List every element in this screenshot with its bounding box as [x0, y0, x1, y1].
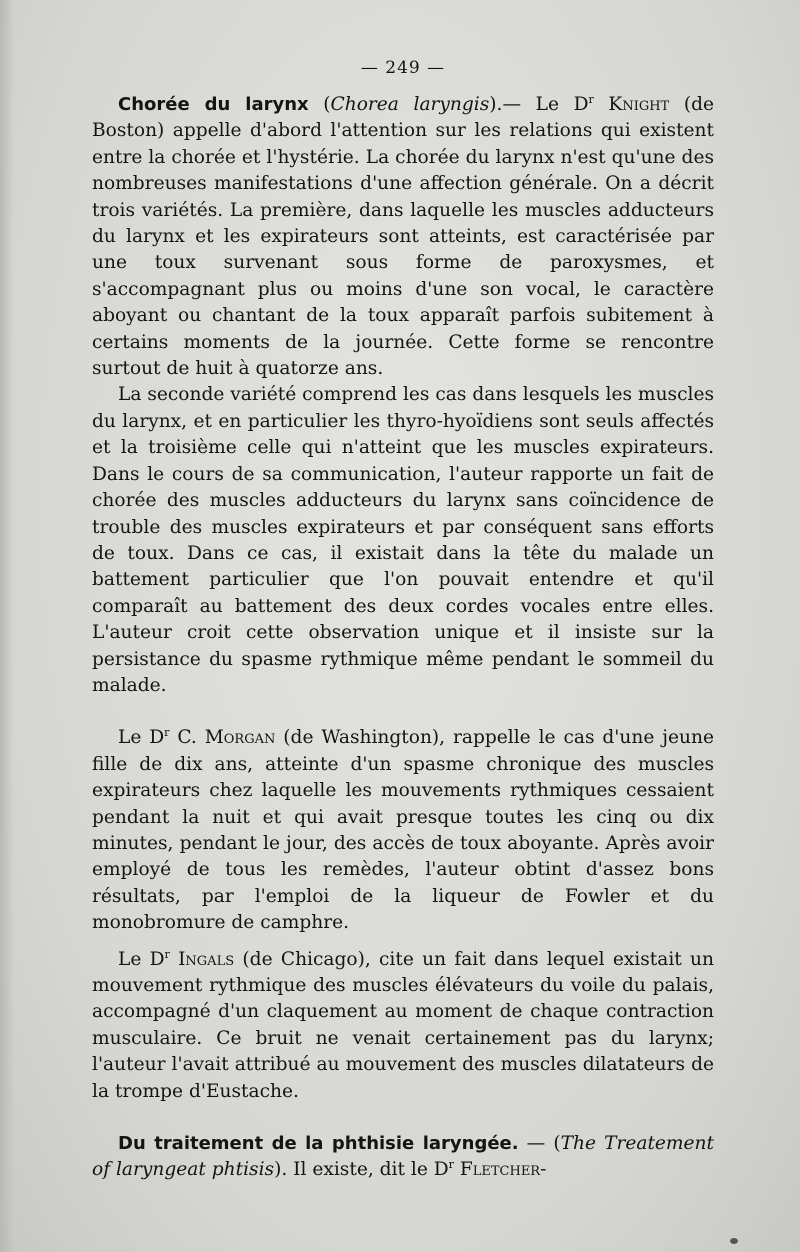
- page-number: — 249 —: [360, 58, 446, 78]
- author-fletcher: Fletcher-: [459, 1159, 547, 1181]
- author-knight: Knight: [608, 94, 670, 115]
- paragraph-phthisie: Du traitement de la phthisie laryngée. — (The Treatement of laryngeat phtisis). Il existe, dit le $D^r$ Fletcher-: [92, 1133, 715, 1181]
- paragraph-morgan: Le $D^r$ C. Morgan (de Washington), rappelle le cas d'une jeune fille de dix ans, atteinte d'un spasme chronique des muscles expirateurs chez laquelle les mouvements rythmiques cessaient pendant la nuit et qui avait presque toutes les cinq ou dix minutes, pendant le jour, des accès de toux aboyante. Après avoir employé de tous les remèdes, l'auteur obtint d'assez bons résultats, par l'emploi de la liqueur de Fowler et du monobromure de camphre.: [92, 726, 714, 934]
- paragraph-varieties: La seconde variété comprend les cas dans lesquels les muscles du larynx, et en particulier les thyro-hyoïdiens sont seuls affectés et la troisième celle qui n'atteint que les muscles expirateurs. Dans le cours de sa communication, l'auteur rapporte un fait de chorée des muscles adducteurs du larynx sans coïncidence de trouble des muscles expirateurs et par conséquent sans efforts de toux. Dans ce cas, il existait dans la tête du malade un battement particulier que l'on pouvait entendre et qu'il comparaît au battement des deux cordes vocales entre elles. L'auteur croit cette observation unique et il insiste sur la persistance du spasme rythmique même pendant le sommeil du malade.: [92, 384, 714, 696]
- page-edge-shadow: [0, 0, 14, 1252]
- paragraph-text: (de Chicago), cite un fait dans lequel existait un mouvement rythmique des muscles élévateurs du voile du palais, accompagné d'un claquement au moment de chaque contraction musculaire. Ce bruit ne venait certainement pas du larynx; l'auteur l'avait attribué au mouvement des muscles dilatateurs de la trompe d'Eustache.: [92, 948, 714, 1102]
- ink-speck: [730, 1238, 738, 1244]
- latin-title: Chorea laryngis: [330, 94, 490, 115]
- paragraph-text: (de Boston) appelle d'abord l'attention sur les relations qui existent entre la chorée et l'hystérie. La chorée du larynx n'est qu'une des nombreuses manifestations d'une affection générale. On a décrit trois variétés. La première, dans laquelle les muscles adducteurs du larynx et les expirateurs sont atteints, est caractérisée par une toux survenant sous forme de paroxysmes, et s'accompagnant plus ou moins d'une son vocal, le caractère aboyant ou chantant de la toux apparaît parfois subitement à certains moments de la journée. Cette forme se rencontre surtout de huit à quatorze ans.: [92, 94, 714, 380]
- english-title: The Treatement of laryngeat phtisis: [92, 1133, 715, 1181]
- paragraph-chorea: Chorée du larynx (Chorea laryngis).— Le $D^r$ Knight (de Boston) appelle d'abord l'attention sur les relations qui existent entre la chorée et l'hystérie. La chorée du larynx n'est qu'une des nombreuses manifestations d'une affection générale. On a décrit trois variétés. La première, dans laquelle les muscles adducteurs du larynx et les expirateurs sont atteints, est caractérisée par une toux survenant sous forme de paroxysmes, et s'accompagnant plus ou moins d'une son vocal, le caractère aboyant ou chantant de la toux apparaît parfois subitement à certains moments de la journée. Cette forme se rencontre surtout de huit à quatorze ans.: [92, 92, 714, 380]
- dr-prefix: Le D: [535, 94, 589, 115]
- section-heading-chorea: Chorée du larynx: [118, 94, 309, 115]
- author-ingals: Ingals: [178, 948, 235, 970]
- paragraph-ingals: Le $D^r$ Ingals (de Chicago), cite un fait dans lequel existait un mouvement rythmique des muscles élévateurs du voile du palais, accompagné d'un claquement au moment de chaque contraction musculaire. Ce bruit ne venait certainement pas du larynx; l'auteur l'avait attribué au mouvement des muscles dilatateurs de la trompe d'Eustache.: [92, 947, 714, 1102]
- paragraph-text: (de Washington), rappelle le cas d'une jeune fille de dix ans, atteinte d'un spasme chronique des muscles expirateurs chez laquelle les mouvements rythmiques cessaient pendant la nuit et qui avait presque toutes les cinq ou dix minutes, pendant le jour, des accès de toux aboyante. Après avoir employé de tous les remèdes, l'auteur obtint d'assez bons résultats, par l'emploi de la liqueur de Fowler et du monobromure de camphre.: [92, 727, 714, 934]
- author-morgan: C. Morgan: [177, 727, 276, 749]
- book-page: [92, 48, 714, 1184]
- section-heading-phthisie: Du traitement de la phthisie laryngée.: [118, 1133, 519, 1155]
